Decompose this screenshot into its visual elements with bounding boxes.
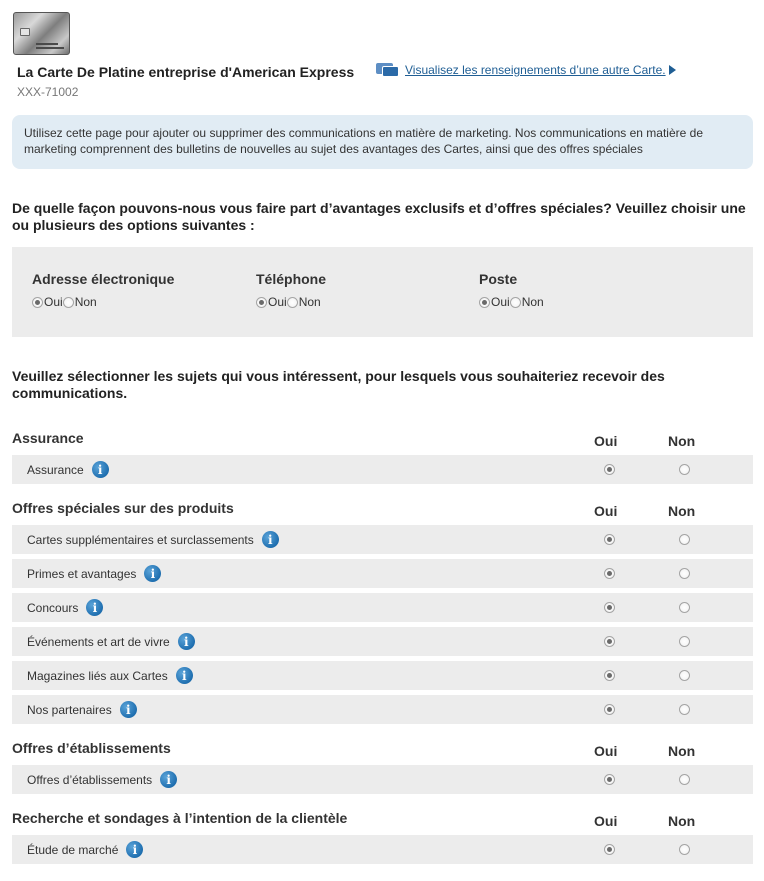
info-icon[interactable]: i [92,461,109,478]
card-image [13,12,70,55]
yes-radio[interactable] [479,297,490,308]
topic-row [12,455,753,484]
topic-row [12,525,753,554]
no-radio[interactable] [679,844,690,855]
yes-label: Oui [268,295,287,309]
no-label: Non [521,295,544,309]
section-title: Recherche et sondages à l’intention de la clientèle [12,810,348,826]
info-icon[interactable]: i [120,701,137,718]
info-icon[interactable]: i [262,531,279,548]
card-name: La Carte De Platine entreprise d'American Express [17,64,355,80]
no-radio[interactable] [679,464,690,475]
card-line [36,47,64,49]
channel-label: Téléphone [256,271,327,287]
info-icon[interactable]: i [126,841,143,858]
card-line [36,43,58,45]
section-title: Assurance [12,430,84,446]
yes-radio[interactable] [256,297,267,308]
no-label: Non [298,295,321,309]
column-header-no: Non [668,813,696,829]
topic-label: Étude de marché [27,842,119,857]
no-label: Non [74,295,97,309]
column-header-no: Non [668,433,696,449]
yes-label: Oui [491,295,510,309]
play-arrow-icon[interactable] [669,65,676,75]
no-radio[interactable] [679,636,690,647]
info-icon[interactable]: i [86,599,103,616]
yes-radio[interactable] [604,534,615,545]
topic-label: Nos partenaires [27,702,112,717]
topic-label: Offres d’établissements [27,772,153,787]
card-number: XXX-71002 [17,85,79,99]
topic-label: Concours [27,600,79,615]
yes-radio[interactable] [604,568,615,579]
contact-channel [479,271,544,309]
section-title: Offres d’établissements [12,740,171,756]
channel-label: Poste [479,271,518,287]
info-banner: Utilisez cette page pour ajouter ou supprimer des communications en matière de marketing. Nos communications en matière de marketing comprennent des bulletins de nouvelles au sujet des avantages des Cartes, ainsi que des offres spéciales [12,115,753,169]
column-header-yes: Oui [594,503,618,519]
yes-radio[interactable] [604,464,615,475]
topic-label: Événements et art de vivre [27,634,170,649]
topic-label: Primes et avantages [27,566,137,581]
info-icon[interactable]: i [176,667,193,684]
topic-label: Cartes supplémentaires et surclassements [27,532,254,547]
question-topics: Veuillez sélectionner les sujets qui vous intéressent, pour lesquels vous souhaiteriez recevoir des communications. [12,368,665,401]
yes-radio[interactable] [604,636,615,647]
yes-radio[interactable] [604,844,615,855]
channel-label: Adresse électronique [32,271,175,287]
contact-options-box [12,247,753,337]
yes-label: Oui [44,295,63,309]
topic-label: Magazines liés aux Cartes [27,668,168,683]
no-radio[interactable] [679,704,690,715]
contact-channel [32,271,174,309]
column-header-yes: Oui [594,433,618,449]
column-header-yes: Oui [594,813,618,829]
no-radio[interactable] [679,568,690,579]
yes-radio[interactable] [604,670,615,681]
no-radio[interactable] [63,297,74,308]
column-header-no: Non [668,743,696,759]
info-icon[interactable]: i [178,633,195,650]
topic-row [12,765,753,794]
topic-row [12,627,753,656]
topic-row [12,559,753,588]
contact-channel [256,271,326,309]
channel-radio-group [256,295,326,309]
yes-radio[interactable] [604,602,615,613]
column-header-no: Non [668,503,696,519]
card-chip [20,28,30,36]
other-card-link[interactable]: Visualisez les renseignements d’une autre Carte. [405,63,666,77]
no-radio[interactable] [679,774,690,785]
yes-radio[interactable] [604,704,615,715]
credit-cards-icon [376,63,400,77]
no-radio[interactable] [679,602,690,613]
no-radio[interactable] [287,297,298,308]
section-title: Offres spéciales sur des produits [12,500,234,516]
topic-label: Assurance [27,462,84,477]
no-radio[interactable] [679,670,690,681]
info-icon[interactable]: i [144,565,161,582]
question-channels: De quelle façon pouvons-nous vous faire part d’avantages exclusifs et d’offres spéciales? Veuillez choisir une ou plusieurs des options suivantes : [12,200,746,233]
no-radio[interactable] [510,297,521,308]
topic-row [12,695,753,724]
other-card-link-group[interactable] [376,63,676,77]
no-radio[interactable] [679,534,690,545]
yes-radio[interactable] [32,297,43,308]
topic-row [12,661,753,690]
channel-radio-group [32,295,174,309]
yes-radio[interactable] [604,774,615,785]
channel-radio-group [479,295,544,309]
column-header-yes: Oui [594,743,618,759]
topic-row [12,835,753,864]
info-icon[interactable]: i [160,771,177,788]
topic-row [12,593,753,622]
